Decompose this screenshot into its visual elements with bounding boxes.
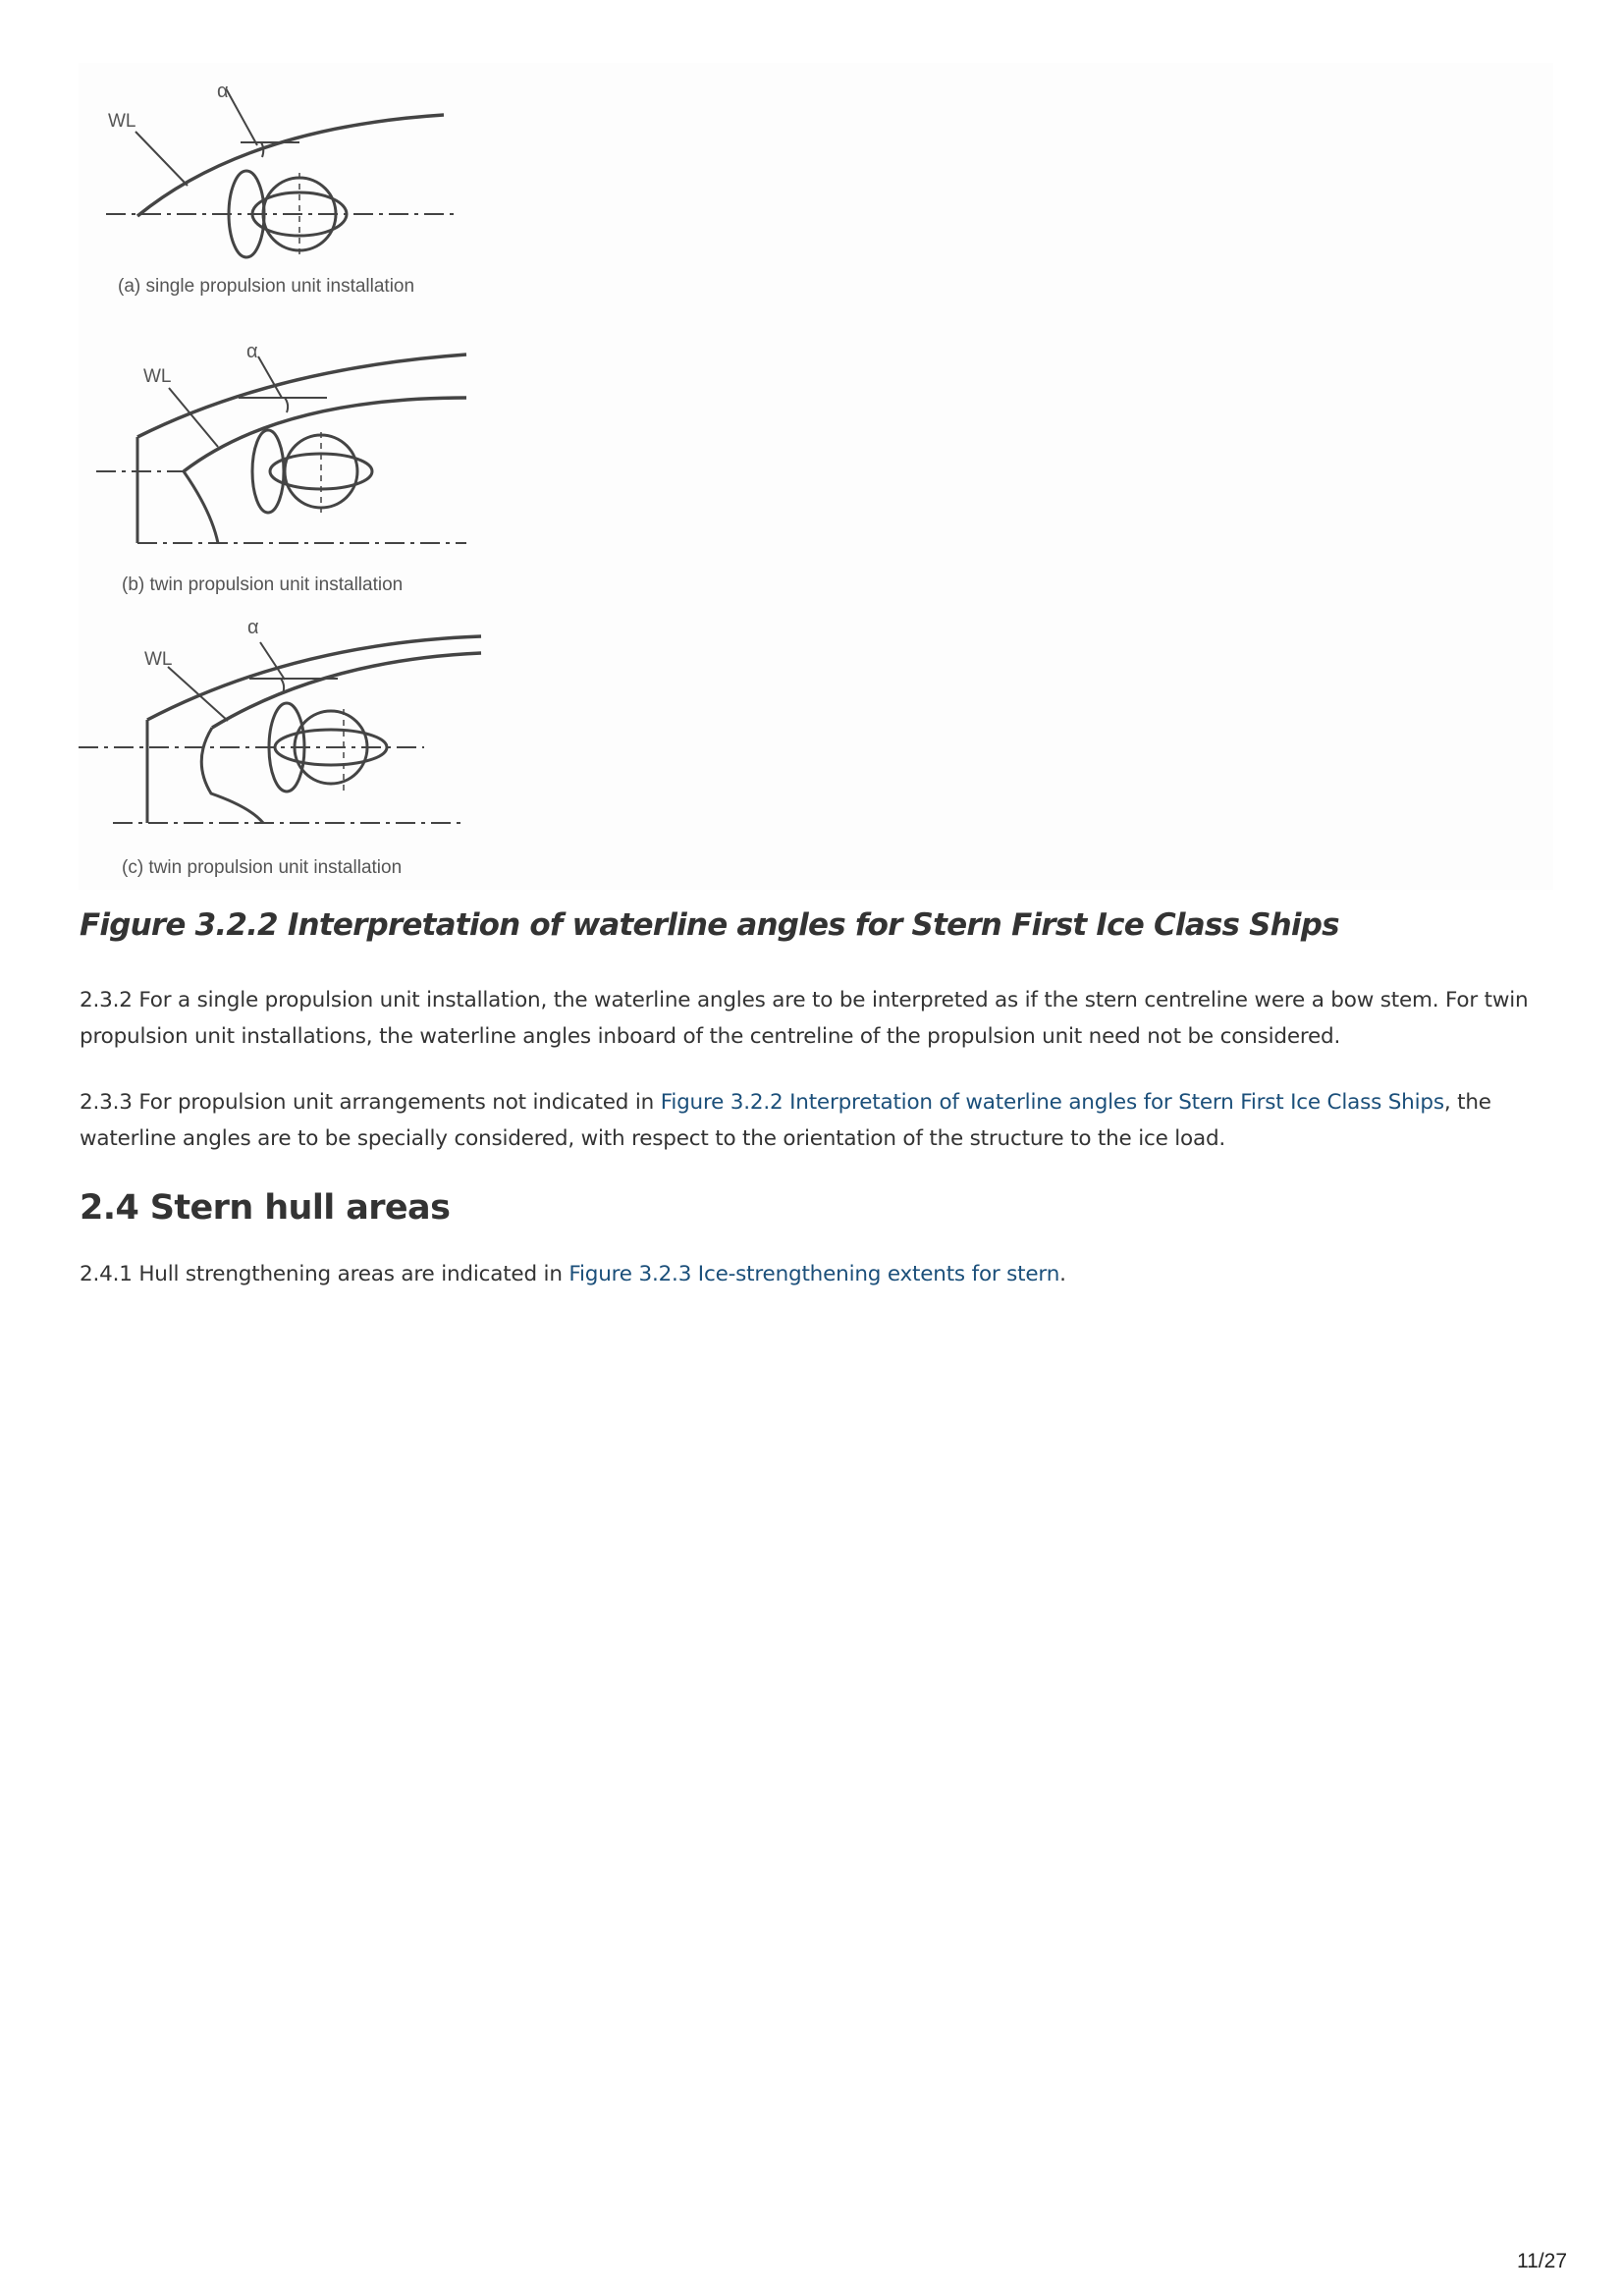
figure-3-2-2-link[interactable]: Figure 3.2.2 Interpretation of waterline angles for Stern First Ice Class Ships — [660, 1090, 1444, 1115]
panel-a-alpha-leader — [226, 88, 257, 145]
panel-c-diagram — [79, 636, 481, 823]
panel-a-caption: (a) single propulsion unit installation — [118, 276, 415, 297]
panel-b-stern-curve — [184, 471, 218, 543]
figure-3-2-3-link[interactable]: Figure 3.2.3 Ice-strengthening extents for stern — [568, 1262, 1060, 1286]
page-number: 11/27 — [1517, 2250, 1567, 2272]
waterline-angle-diagram — [0, 0, 511, 894]
panel-a-waterline-curve — [137, 115, 444, 216]
panel-a-wl-label: WL — [108, 111, 136, 132]
panel-b-angle-arc — [285, 398, 288, 412]
panel-c-alpha-leader — [260, 642, 285, 680]
panel-b-wl-label: WL — [143, 366, 172, 387]
paragraph-2-3-2: 2.3.2 For a single propulsion unit installation, the waterline angles are to be interpreted as if the stern centreline were a bow stem. For twin propulsion unit installations, the waterline angles inboard of the centreline of the propulsion unit need not be considered. — [80, 988, 1529, 1049]
panel-b-propeller — [252, 430, 284, 513]
panel-c-wl-leader — [168, 667, 228, 721]
panel-a-wl-leader — [135, 132, 188, 186]
section-heading-2-4: 2.4 Stern hull areas — [80, 1188, 451, 1228]
paragraph-2-3-3-text-after: , the waterline angles are to be specially considered, with respect to the orientation of the structure to the ice load. — [80, 1090, 1491, 1151]
panel-c-stern-curve — [201, 728, 263, 823]
panel-c-alpha-label: α — [247, 617, 259, 638]
panel-c-caption: (c) twin propulsion unit installation — [122, 857, 403, 878]
paragraph-2-3-3-text-before: 2.3.3 For propulsion unit arrangements not indicated in — [80, 1090, 661, 1115]
paragraph-2-4-1-text-after: . — [1059, 1262, 1066, 1286]
panel-c-waterline-curve — [212, 653, 481, 728]
panel-b-alpha-leader — [258, 356, 282, 398]
paragraph-2-3-3 — [80, 1084, 1552, 1157]
figure-caption: Figure 3.2.2 Interpretation of waterline angles for Stern First Ice Class Ships — [80, 907, 1339, 943]
panel-b-caption: (b) twin propulsion unit installation — [122, 574, 404, 595]
panel-b-alpha-label: α — [246, 341, 258, 362]
panel-a-diagram — [106, 88, 454, 257]
panel-c-wl-label: WL — [144, 649, 173, 670]
paragraph-2-4-1-text-before: 2.4.1 Hull strengthening areas are indicated in — [80, 1262, 569, 1286]
panel-a-alpha-label: α — [217, 81, 229, 102]
panel-b-upper-hull — [137, 355, 466, 437]
paragraph-2-4-1 — [80, 1256, 1552, 1292]
